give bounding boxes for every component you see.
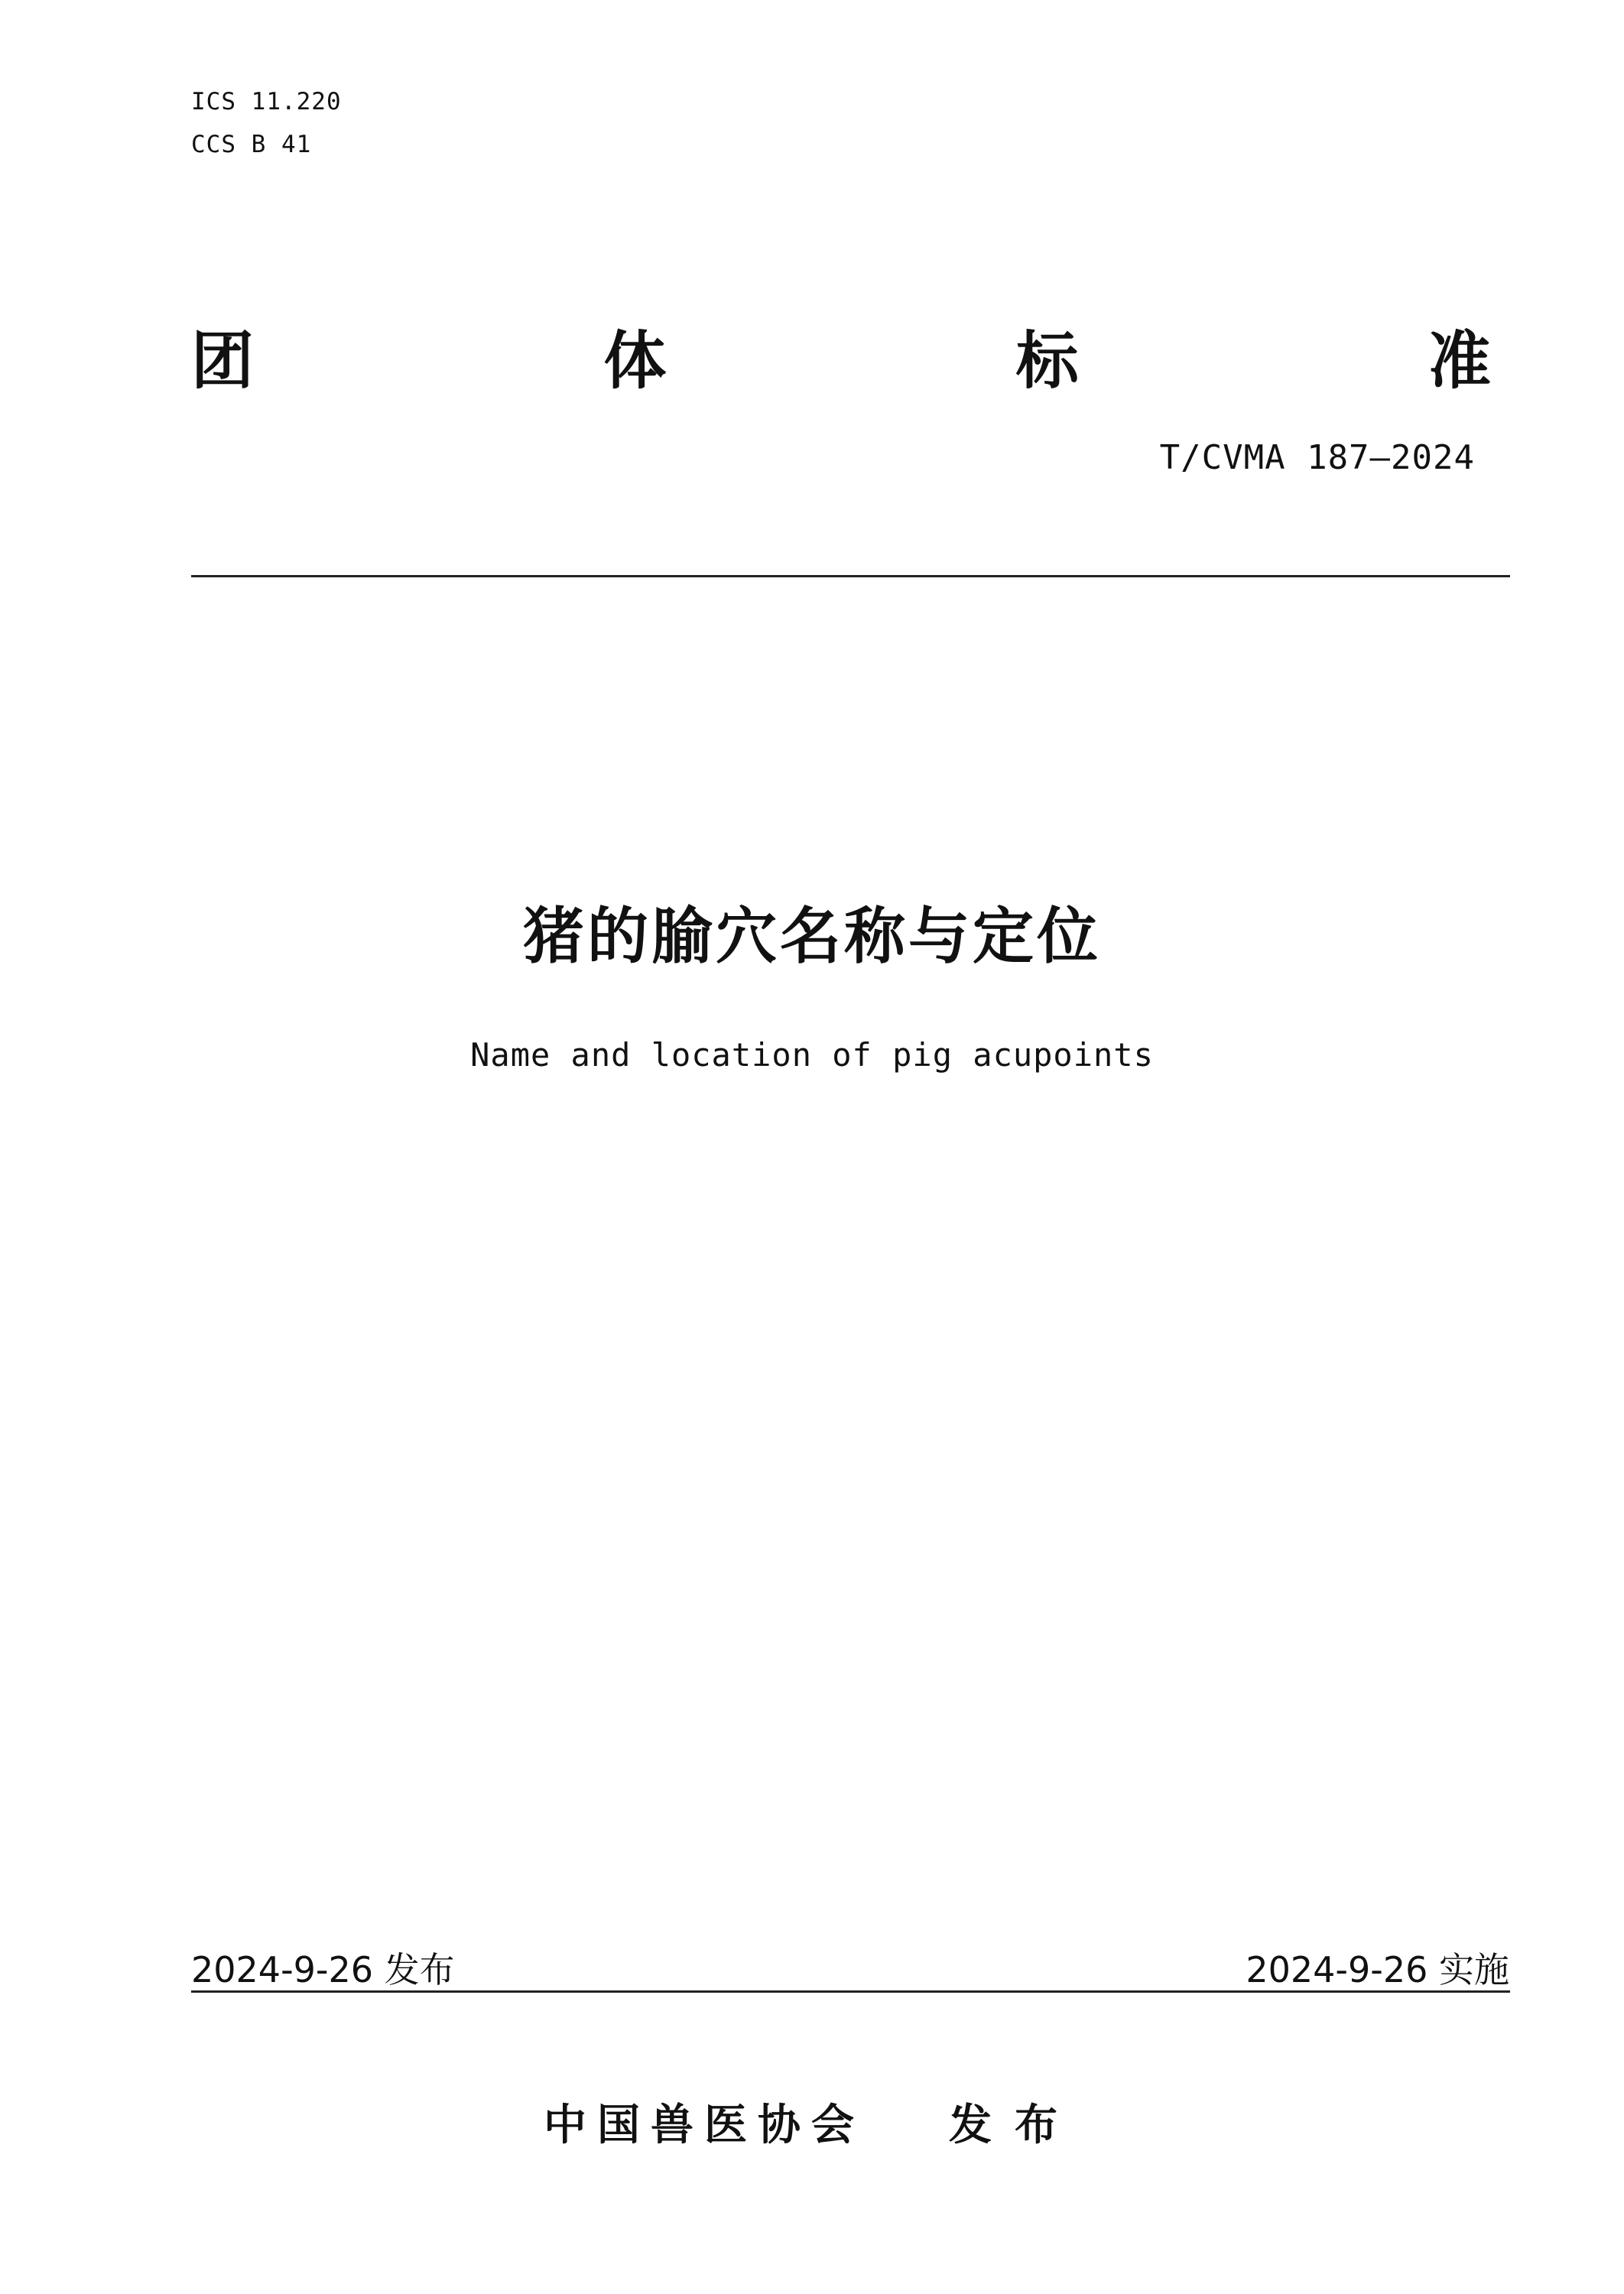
- standard-type-heading: [191, 314, 1491, 398]
- publisher-action: 发布: [949, 2101, 1080, 2150]
- publisher-line: [0, 2091, 1624, 2153]
- standard-type-char: 团: [191, 324, 255, 398]
- ics-code: ICS 11.220: [191, 88, 342, 115]
- document-title-chinese: 猪的腧穴名称与定位: [523, 901, 1101, 972]
- standard-type-char: 体: [603, 324, 667, 398]
- issue-date: 2024-9-26 发布: [191, 1949, 455, 1990]
- effective-date: 2024-9-26 实施: [1246, 1949, 1509, 1990]
- standard-type-char: 标: [1015, 324, 1079, 398]
- bottom-divider: [191, 1990, 1510, 1993]
- ccs-code: CCS B 41: [191, 131, 312, 158]
- standard-number: T/CVMA 187—2024: [1159, 438, 1475, 477]
- standard-type-char: 准: [1427, 324, 1491, 398]
- classification-codes: [191, 80, 342, 166]
- top-divider: [191, 575, 1510, 577]
- publisher-organization: 中国兽医协会: [544, 2101, 865, 2150]
- document-title-english: Name and location of pig acupoints: [470, 1036, 1154, 1074]
